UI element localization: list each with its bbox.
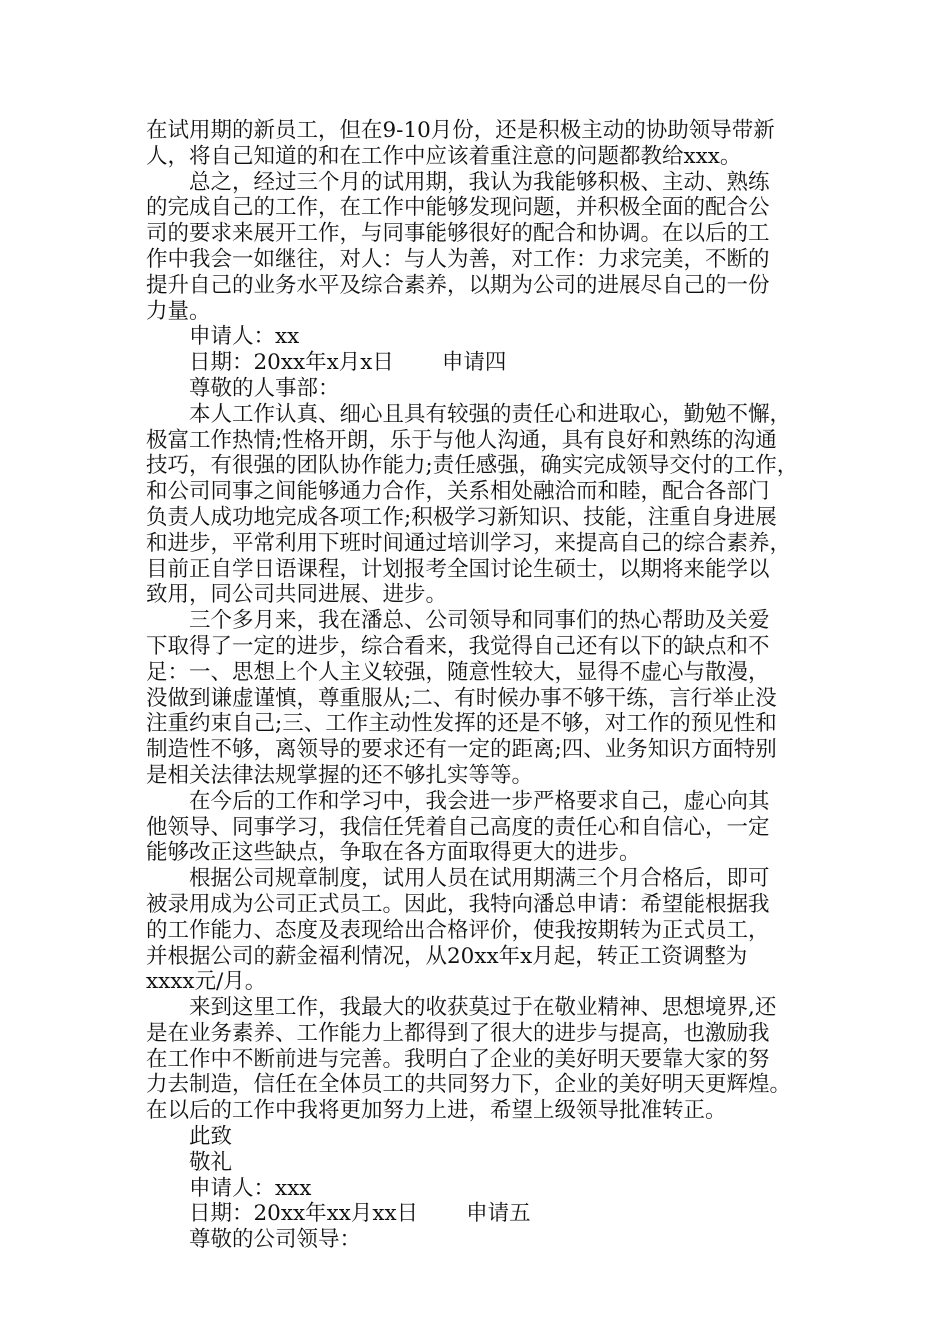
- text-line: 提升自己的业务水平及综合素养，以期为公司的进展尽自己的一份: [146, 272, 770, 298]
- text-line: 负责人成功地完成各项工作;积极学习新知识、技能，注重自身进展: [146, 504, 777, 530]
- document-body: [146, 118, 806, 1253]
- text-line: 并根据公司的薪金福利情况，从20xx年x月起，转正工资调整为: [146, 943, 748, 969]
- text-line: 致用，同公司共同进展、进步。: [146, 582, 448, 608]
- text-line: 和进步，平常利用下班时间通过培训学习，来提高自己的综合素养，: [146, 530, 792, 556]
- applicant-line: 申请人：xx: [189, 324, 300, 350]
- date-text: 日期：20xx年x月x日: [189, 350, 394, 376]
- text-line: 在今后的工作和学习中，我会进一步严格要求自己，虚心向其: [189, 788, 770, 814]
- text-line: 的完成自己的工作，在工作中能够发现问题，并积极全面的配合公: [146, 195, 770, 221]
- text-line: 总之，经过三个月的试用期，我认为我能够积极、主动、熟练: [189, 169, 770, 195]
- text-line: 根据公司规章制度，试用人员在试用期满三个月合格后，即可: [189, 866, 770, 892]
- applicant-line: 申请人：xxx: [189, 1175, 312, 1201]
- text-line: 和公司同事之间能够通力合作，关系相处融洽而和睦，配合各部门: [146, 479, 770, 505]
- text-line: xxxx元/月。: [146, 969, 267, 995]
- text-line: 的工作能力、态度及表现给出合格评价，使我按期转为正式员工，: [146, 917, 770, 943]
- text-line: 没做到谦虚谨慎，尊重服从;二、有时候办事不够干练，言行举止没: [146, 685, 777, 711]
- text-line: 司的要求来展开工作，与同事能够很好的配合和协调。在以后的工: [146, 221, 770, 247]
- date-line: [146, 350, 806, 376]
- text-line: 他领导、同事学习，我信任凭着自己高度的责任心和自信心，一定: [146, 814, 770, 840]
- text-line: 三个多月来，我在潘总、公司领导和同事们的热心帮助及关爱: [189, 608, 770, 634]
- closing-line: 敬礼: [189, 1149, 233, 1175]
- text-line: 目前正自学日语课程，计划报考全国讨论生硕士，以期将来能学以: [146, 556, 770, 582]
- text-line: 技巧，有很强的团队协作能力;责任感强，确实完成领导交付的工作，: [146, 453, 799, 479]
- text-line: 在试用期的新员工，但在9-10月份，还是积极主动的协助领导带新: [146, 118, 775, 143]
- text-line: 来到这里工作，我最大的收获莫过于在敬业精神、思想境界,还: [189, 995, 777, 1021]
- text-line: 能够改正这些缺点，争取在各方面取得更大的进步。: [146, 840, 641, 866]
- text-line: 力量。: [146, 298, 211, 324]
- text-line: 是在业务素养、工作能力上都得到了很大的进步与提高，也激励我: [146, 1020, 770, 1046]
- section-heading: 申请五: [466, 1201, 531, 1227]
- salutation-line: 尊敬的人事部：: [189, 375, 340, 401]
- date-text: 日期：20xx年xx月xx日: [189, 1201, 419, 1227]
- text-line: 制造性不够，离领导的要求还有一定的距离;四、业务知识方面特别: [146, 737, 777, 763]
- closing-line: 此致: [189, 1124, 233, 1150]
- salutation-line: 尊敬的公司领导：: [189, 1227, 362, 1253]
- section-heading: 申请四: [441, 350, 507, 376]
- text-line: 是相关法律法规掌握的还不够扎实等等。: [146, 762, 534, 788]
- text-line: 下取得了一定的进步，综合看来，我觉得自己还有以下的缺点和不: [146, 633, 770, 659]
- text-line: 在工作中不断前进与完善。我明白了企业的美好明天要靠大家的努: [146, 1046, 770, 1072]
- text-line: 足：一、思想上个人主义较强，随意性较大，显得不虚心与散漫，: [146, 659, 770, 685]
- text-line: 人，将自己知道的和在工作中应该着重注意的问题都教给xxx。: [146, 143, 742, 169]
- text-line: 注重约束自己;三、工作主动性发挥的还是不够，对工作的预见性和: [146, 711, 777, 737]
- text-line: 本人工作认真、细心且具有较强的责任心和进取心，勤勉不懈，: [189, 401, 792, 427]
- text-line: 被录用成为公司正式员工。因此，我特向潘总申请：希望能根据我: [146, 891, 770, 917]
- date-line: [146, 1201, 806, 1227]
- text-line: 作中我会一如继往，对人：与人为善，对工作：力求完美，不断的: [146, 246, 770, 272]
- text-line: 力去制造，信任在全体员工的共同努力下，企业的美好明天更辉煌。: [146, 1072, 792, 1098]
- text-line: 在以后的工作中我将更加努力上进，希望上级领导批准转正。: [146, 1098, 727, 1124]
- text-line: 极富工作热情;性格开朗，乐于与他人沟通，具有良好和熟练的沟通: [146, 427, 777, 453]
